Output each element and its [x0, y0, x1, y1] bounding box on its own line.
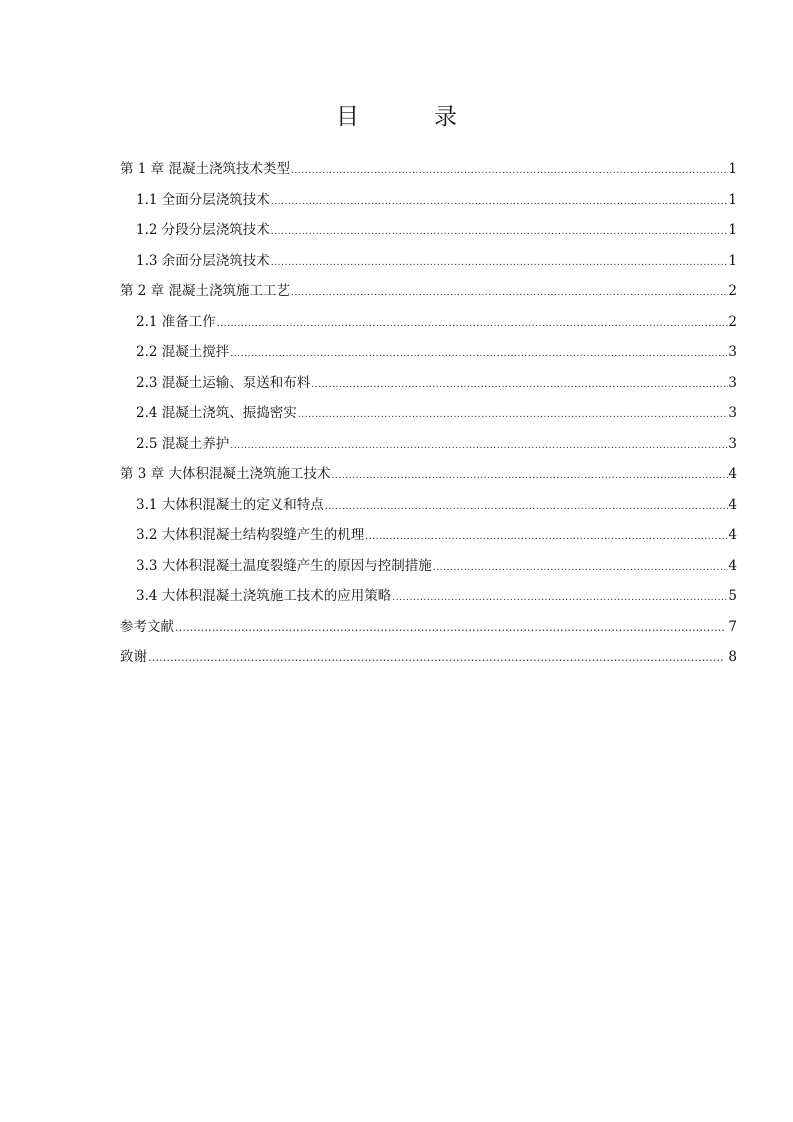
toc-entry-page: 7 [728, 618, 737, 635]
toc-entry-label: 2.4 混凝土浇筑、振捣密实 [136, 405, 297, 421]
toc-entry-label: 2.2 混凝土搅拌 [136, 344, 230, 360]
toc-entry-chapter-2[interactable] [120, 276, 737, 307]
toc-entry-label: 3.4 大体积混凝土浇筑施工技术的应用策略 [136, 588, 392, 604]
toc-entry-page: 5 [728, 588, 737, 604]
toc-entry-label: 1.1 全面分层浇筑技术 [136, 191, 270, 208]
dot-leader [330, 461, 728, 492]
toc-entry-3-2[interactable] [120, 520, 737, 551]
toc-entry-label: 第 1 章 混凝土浇筑技术类型 [120, 161, 290, 177]
toc-entry-label: 2.5 混凝土养护 [136, 435, 230, 452]
toc-entry-1-3[interactable] [120, 246, 737, 277]
toc-entry-1-1[interactable] [120, 185, 737, 216]
toc-entry-page: 1 [728, 161, 737, 177]
dot-leader [364, 522, 728, 553]
dot-leader [310, 370, 728, 401]
toc-entry-page: 4 [728, 496, 737, 513]
toc-entry-3-4[interactable] [120, 581, 737, 612]
toc-entry-3-3[interactable] [120, 551, 737, 582]
dot-leader [270, 248, 729, 279]
toc-entry-page: 2 [728, 313, 737, 330]
toc-entry-label: 第 2 章 混凝土浇筑施工工艺 [120, 283, 290, 299]
dot-leader [290, 156, 728, 187]
toc-entry-label: 致谢 [120, 649, 147, 665]
dot-leader [270, 187, 729, 218]
toc-entry-page: 1 [728, 252, 737, 269]
toc-entry-chapter-1[interactable] [120, 154, 737, 185]
toc-entry-label: 2.1 准备工作 [136, 313, 216, 330]
toc-entry-2-4[interactable] [120, 398, 737, 429]
toc-entry-page: 8 [728, 649, 737, 665]
toc-entry-label: 1.2 分段分层浇筑技术 [136, 222, 270, 238]
toc-entry-label: 3.1 大体积混凝土的定义和特点 [136, 496, 324, 513]
toc-entry-2-1[interactable] [120, 307, 737, 338]
dot-leader [229, 339, 728, 370]
toc-entry-chapter-3[interactable] [120, 459, 737, 490]
toc-entry-page: 1 [728, 191, 737, 208]
toc-entry-label: 3.3 大体积混凝土温度裂缝产生的原因与控制措施 [136, 557, 432, 574]
dot-leader [229, 431, 728, 462]
table-of-contents [120, 154, 737, 673]
toc-entry-page: 4 [728, 466, 737, 482]
toc-entry-label: 3.2 大体积混凝土结构裂缝产生的机理 [136, 527, 365, 543]
toc-entry-page: 3 [728, 344, 737, 360]
toc-entry-2-2[interactable] [120, 337, 737, 368]
toc-entry-page: 3 [728, 374, 737, 391]
dot-leader [297, 400, 729, 431]
toc-entry-acknowledgements[interactable] [120, 642, 737, 673]
toc-entry-label: 第 3 章 大体积混凝土浇筑施工技术 [120, 466, 331, 482]
dot-leader [391, 583, 728, 614]
dot-leader [432, 553, 729, 584]
toc-entry-page: 4 [728, 527, 737, 543]
dot-leader [270, 217, 729, 248]
toc-entry-page: 3 [728, 405, 737, 421]
toc-entry-references[interactable] [120, 612, 737, 643]
toc-entry-3-1[interactable] [120, 490, 737, 521]
toc-entry-label: 参考文献 [120, 618, 174, 635]
dot-leader [324, 492, 729, 523]
toc-entry-page: 4 [728, 557, 737, 574]
dot-leader [290, 278, 728, 309]
toc-entry-page: 2 [728, 283, 737, 299]
toc-entry-label: 2.3 混凝土运输、泵送和布料 [136, 374, 311, 391]
dot-leader [147, 643, 724, 674]
toc-entry-page: 1 [728, 222, 737, 238]
toc-entry-page: 3 [728, 435, 737, 452]
toc-entry-label: 1.3 余面分层浇筑技术 [136, 252, 270, 269]
toc-entry-1-2[interactable] [120, 215, 737, 246]
toc-title: 目 录 [336, 104, 483, 130]
toc-entry-2-3[interactable] [120, 368, 737, 399]
dot-leader [216, 309, 729, 340]
toc-entry-2-5[interactable] [120, 429, 737, 460]
dot-leader [174, 613, 724, 644]
